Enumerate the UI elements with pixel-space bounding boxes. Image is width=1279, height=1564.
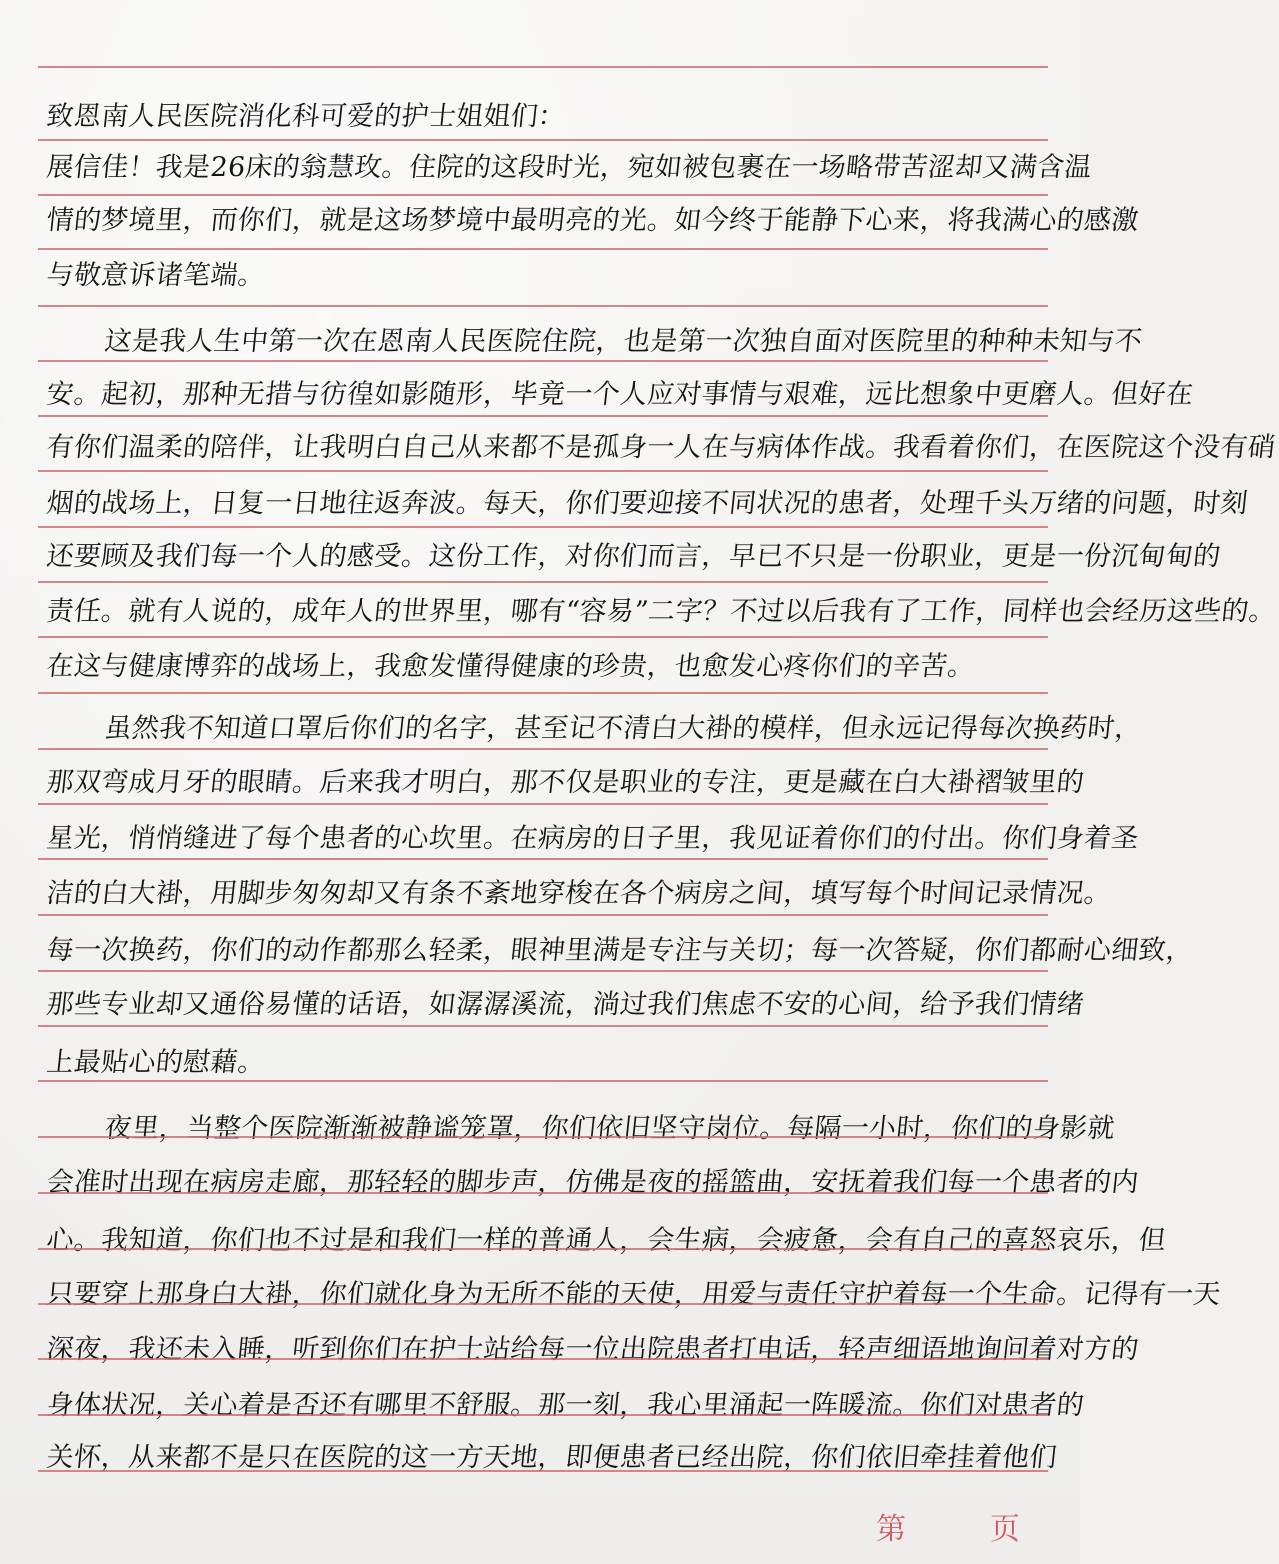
- rule-20: [38, 1192, 1048, 1194]
- letter-line: 夜里，当整个医院渐渐被静谧笼罩，你们依旧坚守岗位。每隔一小时，你们的身影就: [103, 1113, 1117, 1144]
- letter-line: 深夜，我还未入睡，听到你们在护士站给每一位出院患者打电话，轻声细语地询问着对方的: [45, 1334, 1141, 1365]
- letter-line: 烟的战场上，日复一日地往返奔波。每天，你们要迎接不同状况的患者，处理千头万绪的问题，时刻: [45, 488, 1250, 519]
- rule-19: [38, 1136, 1048, 1138]
- letter-line: 责任。就有人说的，成年人的世界里，哪有“容易”二字？不过以后我有了工作，同样也会经历这些的。: [45, 596, 1278, 627]
- page-number-prefix: 第: [876, 1512, 906, 1547]
- letter-line: 只要穿上那身白大褂，你们就化身为无所不能的天使，用爱与责任守护着每一个生命。记得有一天: [45, 1279, 1223, 1310]
- rule-17: [38, 1025, 1048, 1027]
- letter-line: 那双弯成月牙的眼睛。后来我才明白，那不仅是职业的专注，更是藏在白大褂褶皱里的: [45, 767, 1086, 798]
- rule-6: [38, 415, 1048, 417]
- letter-line: 心。我知道，你们也不过是和我们一样的普通人，会生病，会疲惫，会有自己的喜怒哀乐，但: [45, 1225, 1168, 1256]
- letter-line: 上最贴心的慰藉。: [45, 1047, 267, 1078]
- letter-line: 安。起初，那种无措与彷徨如影随形，毕竟一个人应对事情与艰难，远比想象中更磨人。但好在: [45, 379, 1195, 410]
- rule-18: [38, 1080, 1048, 1082]
- letter-line: 在这与健康博弈的战场上，我愈发懂得健康的珍贵，也愈发心疼你们的辛苦。: [45, 651, 977, 682]
- rule-8: [38, 526, 1048, 528]
- rule-24: [38, 1414, 1048, 1416]
- letter-line: 这是我人生中第一次在恩南人民医院住院，也是第一次独自面对医院里的种种未知与不: [103, 326, 1144, 357]
- letter-line: 虽然我不知道口罩后你们的名字，甚至记不清白大褂的模样，但永远记得每次换药时，: [103, 713, 1144, 744]
- rule-9: [38, 581, 1048, 583]
- rule-7: [38, 470, 1048, 472]
- letter-line: 那些专业却又通俗易懂的话语，如潺潺溪流，淌过我们焦虑不安的心间，给予我们情绪: [45, 989, 1086, 1020]
- rule-12: [38, 748, 1048, 750]
- rule-25: [38, 1470, 1048, 1472]
- rule-10: [38, 636, 1048, 638]
- rule-22: [38, 1303, 1048, 1305]
- letter-line: 有你们温柔的陪伴，让我明白自己从来都不是孤身一人在与病体作战。我看着你们，在医院这个没有硝: [45, 432, 1277, 463]
- rule-13: [38, 803, 1048, 805]
- rule-21: [38, 1248, 1048, 1250]
- letter-line: 关怀，从来都不是只在医院的这一方天地，即便患者已经出院，你们依旧牵挂着他们: [45, 1442, 1059, 1473]
- letter-line: 还要顾及我们每一个人的感受。这份工作，对你们而言，早已不只是一份职业，更是一份沉甸甸的: [45, 541, 1223, 572]
- rule-23: [38, 1358, 1048, 1360]
- rule-11: [38, 692, 1048, 694]
- rule-1: [38, 139, 1048, 141]
- letter-line: 与敬意诉诸笔端。: [45, 260, 267, 291]
- page-number-suffix: 页: [990, 1512, 1020, 1547]
- rule-5: [38, 360, 1048, 362]
- letter-line: 会准时出现在病房走廊，那轻轻的脚步声，仿佛是夜的摇篮曲，安抚着我们每一个患者的内: [45, 1167, 1141, 1198]
- top-rule: [38, 66, 1048, 68]
- letter-line: 每一次换药，你们的动作都那么轻柔，眼神里满是专注与关切；每一次答疑，你们都耐心细致，: [45, 935, 1195, 966]
- rule-15: [38, 914, 1048, 916]
- letter-line: 展信佳！我是26床的翁慧玫。住院的这段时光，宛如被包裹在一场略带苦涩却又满含温: [45, 152, 1094, 183]
- letter-line: 身体状况，关心着是否还有哪里不舒服。那一刻，我心里涌起一阵暖流。你们对患者的: [45, 1390, 1086, 1421]
- rule-16: [38, 970, 1048, 972]
- rule-14: [38, 858, 1048, 860]
- letter-line: 洁的白大褂，用脚步匆匆却又有条不紊地穿梭在各个病房之间，填写每个时间记录情况。: [45, 878, 1114, 909]
- letter-line: 情的梦境里，而你们，就是这场梦境中最明亮的光。如今终于能静下心来，将我满心的感激: [45, 205, 1141, 236]
- letter-line: 星光，悄悄缝进了每个患者的心坎里。在病房的日子里，我见证着你们的付出。你们身着圣: [45, 823, 1141, 854]
- salutation-line: 致恩南人民医院消化科可爱的护士姐姐们：: [45, 101, 568, 132]
- rule-4: [38, 305, 1048, 307]
- rule-3: [38, 248, 1048, 250]
